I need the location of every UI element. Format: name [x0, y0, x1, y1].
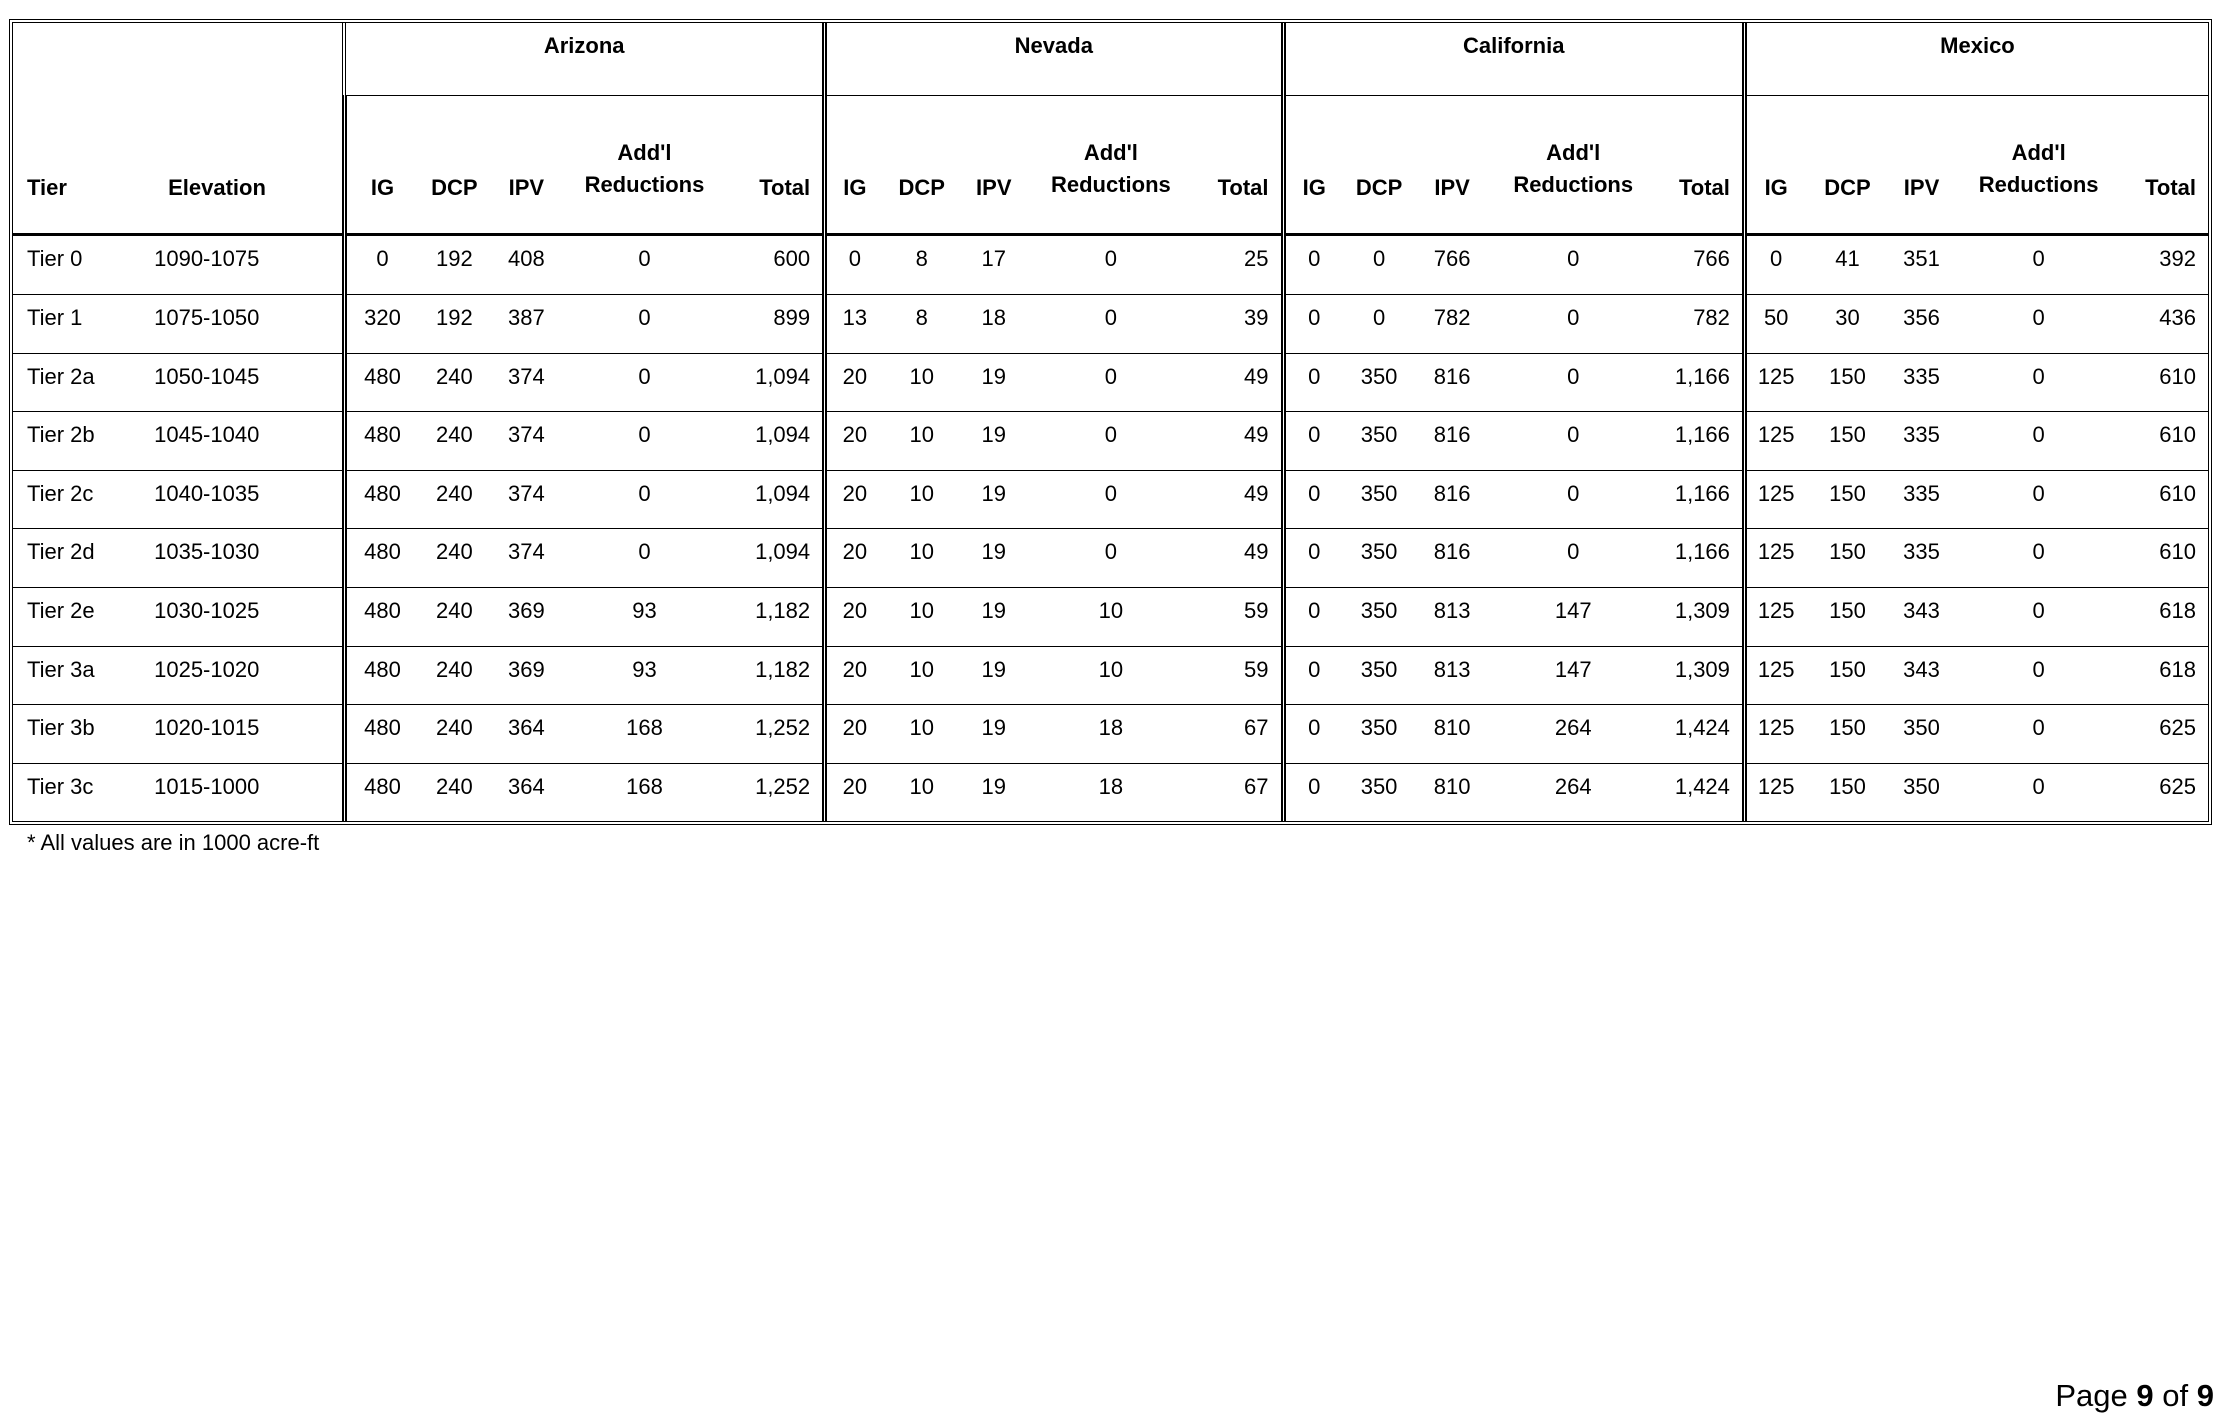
ipv-cell: 374	[490, 529, 562, 588]
tier-cell: Tier 2c	[13, 470, 154, 529]
column-header-addl-reductions	[1954, 96, 2124, 235]
ig-cell: 0	[1283, 529, 1343, 588]
addl-reductions-cell: 147	[1489, 646, 1657, 705]
elevation-cell: 1025-1020	[154, 646, 344, 705]
total-cell: 610	[2124, 353, 2208, 412]
ig-cell: 0	[1744, 235, 1805, 295]
ig-cell: 125	[1744, 412, 1805, 471]
ipv-cell: 343	[1890, 587, 1954, 646]
ig-cell: 0	[825, 235, 883, 295]
dcp-cell: 240	[418, 412, 490, 471]
tier-cell: Tier 3a	[13, 646, 154, 705]
ig-cell: 480	[344, 412, 418, 471]
column-header-total: Total	[2124, 96, 2208, 235]
column-header-total: Total	[727, 96, 825, 235]
addl-reductions-cell: 0	[1954, 235, 2124, 295]
table-row	[13, 587, 2208, 646]
addl-reductions-cell: 0	[1954, 295, 2124, 354]
dcp-cell: 10	[883, 412, 961, 471]
ig-cell: 20	[825, 705, 883, 764]
ig-cell: 480	[344, 587, 418, 646]
addl-reductions-cell: 0	[1954, 470, 2124, 529]
ipv-cell: 19	[961, 353, 1027, 412]
ipv-cell: 816	[1415, 470, 1489, 529]
addl-reductions-cell: 0	[1954, 529, 2124, 588]
dcp-cell: 0	[1343, 235, 1415, 295]
addl-reductions-cell: 0	[562, 529, 726, 588]
ipv-cell: 782	[1415, 295, 1489, 354]
total-cell: 1,424	[1674, 773, 1730, 799]
addl-reductions-cell: 0	[1954, 646, 2124, 705]
total-cell: 1,166	[1657, 412, 1744, 471]
addl-label: Add'l	[1083, 140, 1138, 165]
total-cell: 625	[2124, 705, 2208, 764]
dcp-cell: 240	[418, 646, 490, 705]
addl-reductions-cell: 0	[1954, 587, 2124, 646]
ig-cell: 20	[825, 646, 883, 705]
column-header-ig: IG	[1283, 96, 1343, 235]
ig-cell: 125	[1744, 353, 1805, 412]
total-cell: 1,182	[727, 587, 825, 646]
dcp-cell: 8	[883, 295, 961, 354]
column-header-total: Total	[1195, 96, 1283, 235]
total-cell: 899	[727, 295, 825, 354]
ig-cell: 320	[344, 295, 418, 354]
ig-cell: 480	[344, 763, 418, 821]
ig-cell: 0	[1283, 412, 1343, 471]
ipv-cell: 813	[1415, 646, 1489, 705]
ig-cell: 0	[1283, 705, 1343, 764]
table-row	[13, 763, 2208, 821]
addl-reductions-cell: 10	[1027, 646, 1195, 705]
total-cell: 1,182	[727, 646, 825, 705]
reductions-label: Reductions	[1050, 172, 1171, 197]
ipv-cell: 19	[961, 412, 1027, 471]
ipv-cell: 813	[1415, 587, 1489, 646]
tier-cell: Tier 0	[13, 235, 154, 295]
total-cell: 49	[1195, 412, 1283, 471]
ig-cell: 125	[1744, 470, 1805, 529]
allocation-table	[13, 23, 2208, 821]
ig-cell: 480	[344, 470, 418, 529]
column-header-total: Total	[1657, 96, 1744, 235]
addl-reductions-cell: 0	[1489, 412, 1657, 471]
footnote: * All values are in 1000 acre-ft	[27, 830, 320, 855]
ipv-cell: 766	[1415, 235, 1489, 295]
tier-cell: Tier 2e	[13, 587, 154, 646]
ig-cell: 13	[825, 295, 883, 354]
ipv-cell: 374	[490, 412, 562, 471]
total-cell: 766	[1657, 235, 1744, 295]
column-header-ipv: IPV	[1890, 96, 1954, 235]
ipv-cell: 335	[1890, 353, 1954, 412]
dcp-cell: 10	[883, 353, 961, 412]
addl-reductions-cell: 0	[1489, 295, 1657, 354]
total-cell: 1,309	[1657, 646, 1744, 705]
dcp-cell: 240	[418, 470, 490, 529]
dcp-cell: 10	[883, 470, 961, 529]
ipv-cell: 356	[1890, 295, 1954, 354]
ipv-cell: 19	[961, 587, 1027, 646]
total-cell: 1,252	[727, 705, 825, 764]
addl-reductions-cell: 18	[1098, 773, 1124, 799]
ig-cell: 480	[344, 646, 418, 705]
table-row	[13, 705, 2208, 764]
ipv-cell: 364	[490, 705, 562, 764]
table-body	[13, 235, 2208, 822]
total-cell: 610	[2124, 529, 2208, 588]
dcp-cell: 150	[1805, 412, 1889, 471]
elevation-cell: 1020-1015	[154, 705, 344, 764]
dcp-cell: 10	[883, 529, 961, 588]
ipv-cell: 369	[490, 646, 562, 705]
dcp-cell: 150	[1805, 705, 1889, 764]
addl-reductions-cell: 0	[1027, 470, 1195, 529]
ig-cell: 0	[1283, 763, 1343, 821]
ipv-cell: 19	[961, 705, 1027, 764]
ipv-cell: 369	[490, 587, 562, 646]
addl-reductions-cell: 0	[1027, 235, 1195, 295]
column-header-tier: Tier	[13, 96, 154, 235]
tier-cell: Tier 2a	[13, 353, 154, 412]
ipv-cell: 408	[490, 235, 562, 295]
total-cell: 618	[2124, 646, 2208, 705]
addl-label: Add'l	[1546, 140, 1601, 165]
total-cell: 1,424	[1657, 705, 1744, 764]
column-header-elevation: Elevation	[154, 96, 344, 235]
total-cell: 1,094	[727, 353, 825, 412]
dcp-cell: 150	[1805, 587, 1889, 646]
reductions-label: Reductions	[1513, 172, 1634, 197]
total-cell: 59	[1195, 587, 1283, 646]
ipv-cell: 335	[1890, 470, 1954, 529]
elevation-cell: 1035-1030	[154, 529, 344, 588]
ig-cell: 0	[1283, 587, 1343, 646]
tier-cell: Tier 2d	[13, 529, 154, 588]
ipv-cell: 816	[1415, 412, 1489, 471]
addl-reductions-cell: 10	[1027, 587, 1195, 646]
group-header-arizona: Arizona	[344, 23, 824, 96]
total-cell: 67	[1244, 773, 1269, 799]
tier-cell: Tier 1	[13, 295, 154, 354]
addl-reductions-cell: 0	[1489, 529, 1657, 588]
addl-reductions-cell: 0	[1489, 353, 1657, 412]
dcp-cell: 240	[418, 529, 490, 588]
dcp-cell: 41	[1805, 235, 1889, 295]
dcp-cell: 350	[1343, 412, 1415, 471]
total-cell: 618	[2124, 587, 2208, 646]
elevation-cell: 1075-1050	[154, 295, 344, 354]
ig-cell: 0	[1283, 646, 1343, 705]
dcp-cell: 8	[883, 235, 961, 295]
table-row	[13, 353, 2208, 412]
addl-reductions-cell: 0	[1954, 412, 2124, 471]
ipv-cell: 19	[981, 773, 1007, 799]
table-row	[13, 646, 2208, 705]
addl-reductions-cell: 18	[1027, 705, 1195, 764]
dcp-cell: 350	[1343, 470, 1415, 529]
addl-reductions-cell: 0	[1954, 705, 2124, 764]
dcp-cell: 30	[1805, 295, 1889, 354]
ipv-cell: 816	[1415, 529, 1489, 588]
ipv-cell: 351	[1890, 235, 1954, 295]
column-header-ipv: IPV	[961, 96, 1027, 235]
total-cell: 1,166	[1657, 529, 1744, 588]
addl-reductions-cell: 0	[1027, 412, 1195, 471]
ipv-cell: 364	[508, 773, 545, 799]
tier-cell: Tier 3c	[27, 773, 94, 799]
addl-reductions-cell: 264	[1554, 773, 1592, 799]
addl-reductions-cell: 0	[562, 235, 726, 295]
column-header-addl-reductions	[1489, 96, 1657, 235]
total-cell: 600	[727, 235, 825, 295]
ig-cell: 125	[1744, 763, 1805, 821]
addl-reductions-cell: 0	[1489, 470, 1657, 529]
addl-reductions-cell: 168	[562, 705, 726, 764]
elevation-cell: 1045-1040	[154, 412, 344, 471]
dcp-cell: 0	[1343, 295, 1415, 354]
ipv-cell: 18	[961, 295, 1027, 354]
dcp-cell: 192	[418, 295, 490, 354]
ig-cell: 480	[344, 705, 418, 764]
addl-label: Add'l	[617, 140, 672, 165]
dcp-cell: 10	[883, 646, 961, 705]
total-cell: 1,094	[727, 529, 825, 588]
addl-reductions-cell: 0	[1954, 353, 2124, 412]
total-pages: 9	[2196, 1378, 2214, 1413]
ig-cell: 480	[344, 529, 418, 588]
elevation-cell: 1050-1045	[154, 353, 344, 412]
column-header-dcp: DCP	[883, 96, 961, 235]
table-row	[13, 470, 2208, 529]
dcp-cell: 350	[1343, 646, 1415, 705]
dcp-cell: 150	[1805, 529, 1889, 588]
ig-cell: 480	[344, 353, 418, 412]
total-cell: 625	[2159, 773, 2196, 799]
total-cell: 782	[1657, 295, 1744, 354]
addl-reductions-cell: 0	[2032, 773, 2045, 799]
group-header-row	[13, 23, 2208, 96]
ig-cell: 20	[825, 412, 883, 471]
total-cell: 49	[1195, 353, 1283, 412]
addl-reductions-cell: 0	[1027, 529, 1195, 588]
corner-header	[13, 23, 344, 96]
column-header-ipv: IPV	[490, 96, 562, 235]
ipv-cell: 350	[1903, 773, 1940, 799]
elevation-cell: 1015-1000	[154, 773, 260, 799]
addl-reductions-cell: 0	[562, 353, 726, 412]
total-cell: 1,252	[755, 773, 811, 799]
ig-cell: 20	[825, 529, 883, 588]
dcp-cell: 240	[418, 353, 490, 412]
ig-cell: 125	[1744, 529, 1805, 588]
ig-cell: 125	[1744, 646, 1805, 705]
ig-cell: 0	[1283, 470, 1343, 529]
ipv-cell: 19	[961, 529, 1027, 588]
dcp-cell: 350	[1343, 353, 1415, 412]
ig-cell: 0	[1283, 295, 1343, 354]
column-header-ig: IG	[1744, 96, 1805, 235]
addl-reductions-cell: 93	[562, 587, 726, 646]
ipv-cell: 810	[1415, 705, 1489, 764]
elevation-cell: 1040-1035	[154, 470, 344, 529]
group-header-mexico: Mexico	[1744, 23, 2208, 96]
addl-label: Add'l	[2011, 140, 2066, 165]
ipv-cell: 17	[961, 235, 1027, 295]
dcp-cell: 240	[435, 773, 473, 799]
total-cell: 49	[1195, 529, 1283, 588]
addl-reductions-cell: 168	[626, 773, 663, 799]
ipv-cell: 350	[1890, 705, 1954, 764]
addl-reductions-cell: 147	[1489, 587, 1657, 646]
of-word: of	[2162, 1378, 2189, 1413]
addl-reductions-cell: 93	[562, 646, 726, 705]
addl-reductions-cell: 0	[562, 412, 726, 471]
group-header-california: California	[1283, 23, 1744, 96]
tier-cell: Tier 3b	[13, 705, 154, 764]
total-cell: 1,309	[1657, 587, 1744, 646]
dcp-cell: 150	[1805, 353, 1889, 412]
allocation-table-frame	[9, 19, 2212, 825]
total-cell: 610	[2124, 470, 2208, 529]
dcp-cell: 350	[1343, 705, 1415, 764]
column-header-ipv: IPV	[1415, 96, 1489, 235]
dcp-cell: 150	[1805, 646, 1889, 705]
dcp-cell: 150	[1805, 470, 1889, 529]
reductions-label: Reductions	[1978, 172, 2099, 197]
ipv-cell: 374	[490, 470, 562, 529]
column-header-dcp: DCP	[1343, 96, 1415, 235]
dcp-cell: 240	[418, 587, 490, 646]
current-page: 9	[2136, 1378, 2154, 1413]
elevation-cell: 1030-1025	[154, 587, 344, 646]
ig-cell: 20	[825, 587, 883, 646]
ipv-cell: 19	[961, 646, 1027, 705]
total-cell: 1,094	[727, 470, 825, 529]
ipv-cell: 335	[1890, 412, 1954, 471]
ig-cell: 0	[1283, 235, 1343, 295]
group-header-nevada: Nevada	[825, 23, 1283, 96]
ig-cell: 20	[825, 470, 883, 529]
column-header-addl-reductions	[1027, 96, 1195, 235]
ipv-cell: 335	[1890, 529, 1954, 588]
total-cell: 25	[1195, 235, 1283, 295]
total-cell: 39	[1195, 295, 1283, 354]
ig-cell: 20	[825, 763, 883, 821]
total-cell: 49	[1195, 470, 1283, 529]
column-header-addl-reductions	[562, 96, 726, 235]
dcp-cell: 10	[883, 705, 961, 764]
ipv-cell: 810	[1433, 773, 1471, 799]
column-header-ig: IG	[344, 96, 418, 235]
ipv-cell: 387	[490, 295, 562, 354]
total-cell: 67	[1195, 705, 1283, 764]
page-word: Page	[2055, 1378, 2128, 1413]
ipv-cell: 816	[1415, 353, 1489, 412]
addl-reductions-cell: 0	[1027, 353, 1195, 412]
total-cell: 1,166	[1657, 470, 1744, 529]
ig-cell: 50	[1744, 295, 1805, 354]
dcp-cell: 240	[418, 705, 490, 764]
table-row	[13, 235, 2208, 295]
reductions-label: Reductions	[584, 172, 705, 197]
ig-cell: 0	[344, 235, 418, 295]
dcp-cell: 10	[909, 773, 934, 799]
column-header-dcp: DCP	[418, 96, 490, 235]
dcp-cell: 10	[883, 587, 961, 646]
column-header-ig: IG	[825, 96, 883, 235]
total-cell: 1,094	[727, 412, 825, 471]
addl-reductions-cell: 0	[1489, 235, 1657, 295]
addl-reductions-cell: 264	[1489, 705, 1657, 764]
dcp-cell: 150	[1829, 773, 1866, 799]
page-number	[2055, 1378, 2214, 1414]
column-header-row	[13, 96, 2208, 235]
ig-cell: 125	[1744, 587, 1805, 646]
total-cell: 59	[1195, 646, 1283, 705]
addl-reductions-cell: 0	[1027, 295, 1195, 354]
table-row	[13, 412, 2208, 471]
addl-reductions-cell: 0	[562, 295, 726, 354]
elevation-cell: 1090-1075	[154, 235, 344, 295]
dcp-cell: 350	[1343, 587, 1415, 646]
dcp-cell: 350	[1343, 529, 1415, 588]
table-row	[13, 295, 2208, 354]
column-header-dcp: DCP	[1805, 96, 1889, 235]
dcp-cell: 350	[1360, 773, 1398, 799]
total-cell: 610	[2124, 412, 2208, 471]
ipv-cell: 374	[490, 353, 562, 412]
total-cell: 392	[2124, 235, 2208, 295]
ipv-cell: 19	[961, 470, 1027, 529]
total-cell: 1,166	[1657, 353, 1744, 412]
ig-cell: 0	[1283, 353, 1343, 412]
total-cell: 436	[2124, 295, 2208, 354]
tier-cell: Tier 2b	[13, 412, 154, 471]
ig-cell: 20	[825, 353, 883, 412]
addl-reductions-cell: 0	[562, 470, 726, 529]
ipv-cell: 343	[1890, 646, 1954, 705]
ig-cell: 125	[1744, 705, 1805, 764]
table-row	[13, 529, 2208, 588]
dcp-cell: 192	[418, 235, 490, 295]
